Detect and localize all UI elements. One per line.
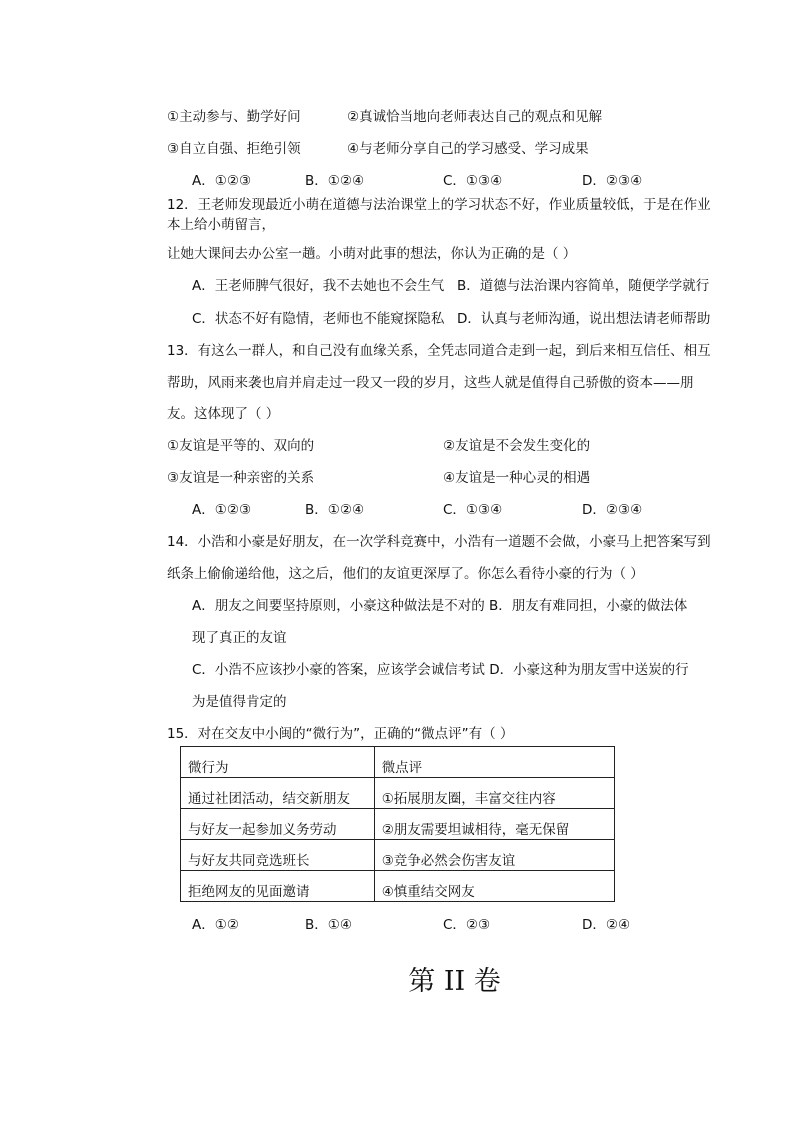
q12-option-d: D．认真与老师沟通，说出想法请老师帮助 [457, 311, 711, 327]
q13-option-b: B．①②④ [305, 502, 365, 518]
q13-option-d: D．②③④ [582, 502, 643, 518]
q11-option-d: D．②③④ [582, 173, 643, 189]
q14-option-line-2: 现了真正的友谊 [192, 630, 287, 646]
table-cell: 拒绝网友的见面邀请 [181, 871, 375, 902]
q14-option-line-3: C．小浩不应该抄小豪的答案，应该学会诚信考试 D．小豪这种为朋友雪中送炭的行 [192, 662, 689, 678]
q15-option-d: D．②④ [582, 917, 631, 933]
q13-stem-line-3: 友。这体现了（ ） [167, 406, 280, 422]
table-row [181, 778, 615, 809]
q12-stem-line-1: 12．王老师发现最近小萌在道德与法治课堂上的学习状态不好，作业质量较低，于是在作业 [167, 197, 711, 213]
q14-stem-line-2: 纸条上偷偷递给他，这之后，他们的友谊更深厚了。你怎么看待小豪的行为（ ） [167, 566, 644, 582]
q14-stem-line-1: 14．小浩和小豪是好朋友，在一次学科竞赛中，小浩有一道题不会做，小豪马上把答案写到 [167, 534, 711, 550]
q14-option-line-4: 为是值得肯定的 [192, 694, 287, 710]
q15-table [180, 746, 615, 902]
q12-stem-line-2: 本上给小萌留言， [167, 217, 275, 233]
q13-item-1: ①友谊是平等的、双向的 [167, 438, 315, 454]
q13-option-c: C．①③④ [443, 502, 503, 518]
table-cell: ①拓展朋友圈，丰富交往内容 [374, 778, 614, 809]
q12-option-b: B．道德与法治课内容简单，随便学学就行 [457, 278, 710, 294]
q11-item-3: ③自立自强、拒绝引领 [167, 141, 301, 157]
table-row [181, 840, 615, 871]
q13-item-4: ④友谊是一种心灵的相遇 [443, 470, 591, 486]
q11-item-2: ②真诚恰当地向老师表达自己的观点和见解 [347, 109, 603, 125]
table-row [181, 809, 615, 840]
table-cell: 与好友一起参加义务劳动 [181, 809, 375, 840]
q14-option-line-1: A．朋友之间要坚持原则，小豪这种做法是不对的 B．朋友有难同担，小豪的做法体 [192, 598, 688, 614]
q13-stem-line-1: 13．有这么一群人，和自己没有血缘关系，全凭志同道合走到一起，到后来相互信任、相互 [167, 343, 711, 359]
q13-item-3: ③友谊是一种亲密的关系 [167, 470, 315, 486]
q13-item-2: ②友谊是不会发生变化的 [443, 438, 591, 454]
table-cell: ③竞争必然会伤害友谊 [374, 840, 614, 871]
q12-stem-line-3: 让她大课间去办公室一趟。小萌对此事的想法，你认为正确的是（ ） [167, 246, 577, 262]
q11-item-4: ④与老师分享自己的学习感受、学习成果 [347, 141, 589, 157]
table-header: 微点评 [374, 747, 614, 778]
table-cell: 通过社团活动，结交新朋友 [181, 778, 375, 809]
table-cell: ④慎重结交网友 [374, 871, 614, 902]
q15-option-c: C．②③ [443, 917, 491, 933]
q12-option-c: C．状态不好有隐情，老师也不能窥探隐私 [192, 311, 445, 327]
section-title: 第 II 卷 [408, 966, 501, 997]
table-cell: ②朋友需要坦诚相待，毫无保留 [374, 809, 614, 840]
q13-stem-line-2: 帮助，风雨来袭也肩并肩走过一段又一段的岁月，这些人就是值得自己骄傲的资本——朋 [167, 375, 694, 391]
table-row [181, 871, 615, 902]
q13-option-a: A．①②③ [192, 502, 252, 518]
table-header-row [181, 747, 615, 778]
q15-option-a: A．①② [192, 917, 239, 933]
q11-option-c: C．①③④ [443, 173, 503, 189]
q15-option-b: B．①④ [305, 917, 352, 933]
q15-stem: 15．对在交友中小闽的“微行为”，正确的“微点评”有（ ） [167, 726, 514, 742]
q11-item-1: ①主动参与、勤学好问 [167, 109, 301, 125]
q11-option-b: B．①②④ [305, 173, 365, 189]
q11-option-a: A．①②③ [192, 173, 252, 189]
table-header: 微行为 [181, 747, 375, 778]
table-cell: 与好友共同竞选班长 [181, 840, 375, 871]
q12-option-a: A．王老师脾气很好，我不去她也不会生气 [192, 278, 445, 294]
